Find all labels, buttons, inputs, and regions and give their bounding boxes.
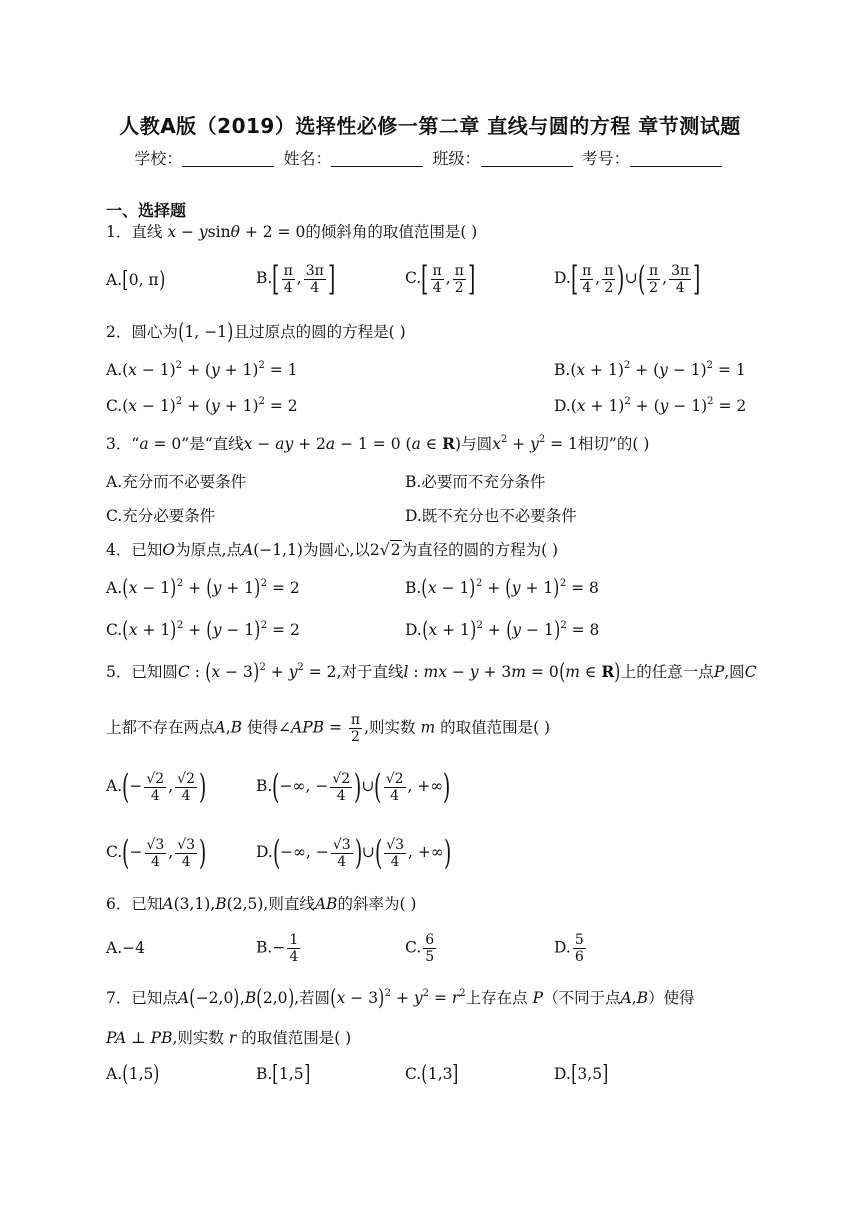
name-blank[interactable] [331,150,423,167]
school-blank[interactable] [182,150,274,167]
q3-option-c[interactable]: C.充分必要条件 [106,507,216,525]
q2-option-a[interactable]: $A.(x - 1)^2 + (y + 1)^2 = 1$ [106,360,298,379]
question-4: 4．已知O为原点,点A(−1,1)为圆心,以2√2为直径的圆的方程为( ) [106,541,559,559]
q1-formula: x − y [167,223,208,241]
q4-option-c[interactable]: $C.(x + 1)^2 + (y - 1)^2 = 2$ [106,618,300,643]
q4-option-b[interactable]: $B.(x - 1)^2 + (y + 1)^2 = 8$ [405,576,599,601]
q5-option-b[interactable]: B.(−∞, − $\frac{√2}{4}$ )∪( $\frac{√2}{4}$ , +∞) [256,767,451,807]
q4-option-a[interactable]: $A.(x - 1)^2 + (y + 1)^2 = 2$ [106,576,300,601]
q5-option-d[interactable]: D.(−∞, − $\frac{√3}{4}$ )∪( $\frac{√3}{4}$ , +∞) [256,833,452,873]
page-title: 人教A版（2019）选择性必修一第二章 直线与圆的方程 章节测试题 [119,114,741,138]
q7-option-c[interactable]: C.(1,3] [405,1062,459,1087]
question-5-line-2: 上都不存在两点A,B 使得∠APB = $\frac{\pi}{2}$ ,则实数 m 的取值范围是( ) [106,712,551,745]
q5-option-c[interactable]: C.(− $\frac{√3}{4}$ , $\frac{√3}{4}$ ) [106,833,207,873]
question-3: 3．“a = 0”是“直线x − ay + 2a − 1 = 0 (a ∈ R)与圆$x^2 + y^2 = 1$相切”的( ) [106,434,650,453]
name-label: 姓名： [283,149,332,168]
question-1: 1．直线 x − ysinθ + 2 = 0的倾斜角的取值范围是( ) [106,223,478,241]
q6-option-d[interactable]: D. $\frac{5}{6}$ [554,932,584,965]
q3-option-b[interactable]: B.必要而不充分条件 [405,473,546,491]
q2-option-d[interactable]: $D.(x + 1)^2 + (y - 1)^2 = 2$ [554,396,747,415]
school-label: 学校： [134,149,183,168]
q1-option-b[interactable]: B.[ $\frac{\pi}{4}$ , $\frac{3\pi}{4}$ ] [256,259,336,299]
q1-option-d[interactable]: D.[ $\frac{\pi}{4}$ , $\frac{\pi}{2}$ )∪( $\frac{\pi}{2}$ , $\frac{3\pi}{4}$ ] [554,259,701,299]
q2-option-b[interactable]: $B.(x + 1)^2 + (y - 1)^2 = 1$ [554,360,746,379]
question-6: 6．已知A(3,1),B(2,5),则直线AB的斜率为( ) [106,895,417,913]
number-label: 考号： [581,149,630,168]
q7-option-b[interactable]: B.[1,5] [256,1062,310,1087]
class-label: 班级： [432,149,481,168]
q6-option-c[interactable]: C. $\frac{6}{5}$ [405,932,435,965]
q4-option-d[interactable]: $D.(x + 1)^2 + (y - 1)^2 = 8$ [405,618,600,643]
class-blank[interactable] [481,150,573,167]
q7-option-a[interactable]: A.(1,5) [106,1062,160,1087]
q2-option-c[interactable]: $C.(x - 1)^2 + (y + 1)^2 = 2$ [106,396,298,415]
q3-option-a[interactable]: A.充分而不必要条件 [106,473,247,491]
q3-option-d[interactable]: D.既不充分也不必要条件 [405,507,577,525]
q5-option-a[interactable]: A.(− $\frac{√2}{4}$ , $\frac{√2}{4}$ ) [106,767,207,807]
section-heading: 一、选择题 [106,201,187,220]
number-blank[interactable] [630,150,722,167]
q6-option-b[interactable]: B.− $\frac{1}{4}$ [256,932,299,965]
q1-option-a[interactable]: A.[0, π) [106,268,165,293]
student-info [0,146,860,169]
q1-option-c[interactable]: C.[ $\frac{\pi}{4}$ , $\frac{\pi}{2}$ ] [405,259,476,299]
question-2: 2．圆心为(1, −1)且过原点的圆的方程是( ) [106,320,406,345]
question-5: 5．已知圆C : $(x - 3)^2 + y^2 = 2$,对于直线l : mx − y + 3m = 0(m ∈ R)上的任意一点P,圆C [106,660,757,685]
q7-option-d[interactable]: D.[3,5] [554,1062,609,1087]
question-7-line-2: PA ⊥ PB,则实数 r 的取值范围是( ) [106,1029,352,1047]
question-7: 7．已知点A(−2,0),B(2,0),若圆$(x - 3)^2 + y^2 = r^2$上存在点 P（不同于点A,B）使得 [106,986,695,1011]
q6-option-a[interactable]: A.−4 [106,939,145,957]
